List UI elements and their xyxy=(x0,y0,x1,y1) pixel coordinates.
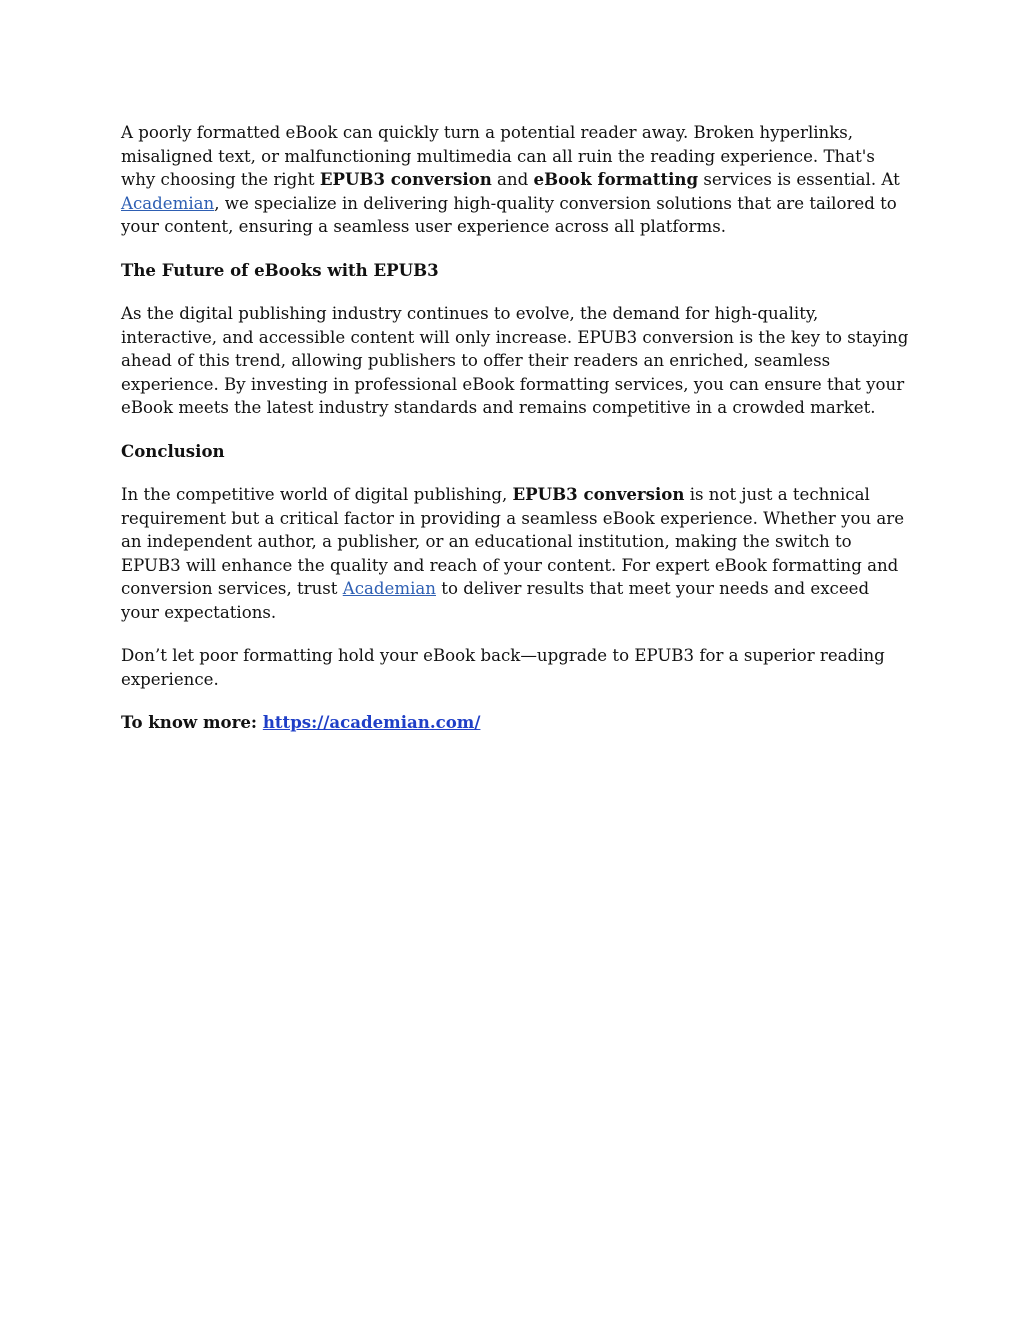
intro-text-2: and xyxy=(491,170,534,189)
intro-bold-formatting: eBook formatting xyxy=(533,169,699,189)
closing-paragraph: Don’t let poor formatting hold your eBook back—upgrade to EPUB3 for a superior reading experience. xyxy=(121,646,885,689)
intro-text-1: A poorly formatted eBook can quickly turn a potential reader away. Broken hyperlinks, misaligned text, or malfunctioning multimedia can all ruin the reading experience. That's why choosing the right xyxy=(121,123,875,189)
intro-paragraph xyxy=(121,121,911,239)
conclusion-bold-epub3: EPUB3 conversion xyxy=(512,484,685,504)
future-heading: The Future of eBooks with EPUB3 xyxy=(121,259,439,280)
document-page xyxy=(121,121,911,755)
conclusion-heading: Conclusion xyxy=(121,440,225,461)
conclusion-text-2: is not just a technical requirement but a critical factor in providing a seamless eBook experience. Whether you are an independent author, a publisher, or an educational institution, making the switch to EPUB3 will enhance the quality and reach of your content. For expert eBook formatting and conversion services, trust xyxy=(121,485,905,598)
conclusion-text-1: In the competitive world of digital publishing, xyxy=(121,485,513,504)
academian-link[interactable]: Academian xyxy=(121,193,215,213)
intro-bold-epub3: EPUB3 conversion xyxy=(319,169,492,189)
academian-url-link[interactable]: https://academian.com/ xyxy=(262,712,481,732)
cta-line xyxy=(121,711,911,735)
future-paragraph: As the digital publishing industry continues to evolve, the demand for high-quality, interactive, and accessible content will only increase. EPUB3 conversion is the key to staying ahead of this trend, allowing publishers to offer their readers an enriched, seamless experience. By investing in professional eBook formatting services, you can ensure that your eBook meets the latest industry standards and remains competitive in a crowded market. xyxy=(121,304,909,417)
conclusion-text-3: to deliver results that meet your needs and exceed your expectations. xyxy=(121,579,870,622)
intro-text-3: services is essential. At xyxy=(698,170,900,189)
cta-label: To know more: xyxy=(121,712,263,732)
conclusion-paragraph xyxy=(121,483,911,624)
academian-link-conclusion[interactable]: Academian xyxy=(342,579,436,598)
intro-text-4: , we specialize in delivering high-quality conversion solutions that are tailored to your content, ensuring a seamless user experience across all platforms. xyxy=(121,193,897,236)
